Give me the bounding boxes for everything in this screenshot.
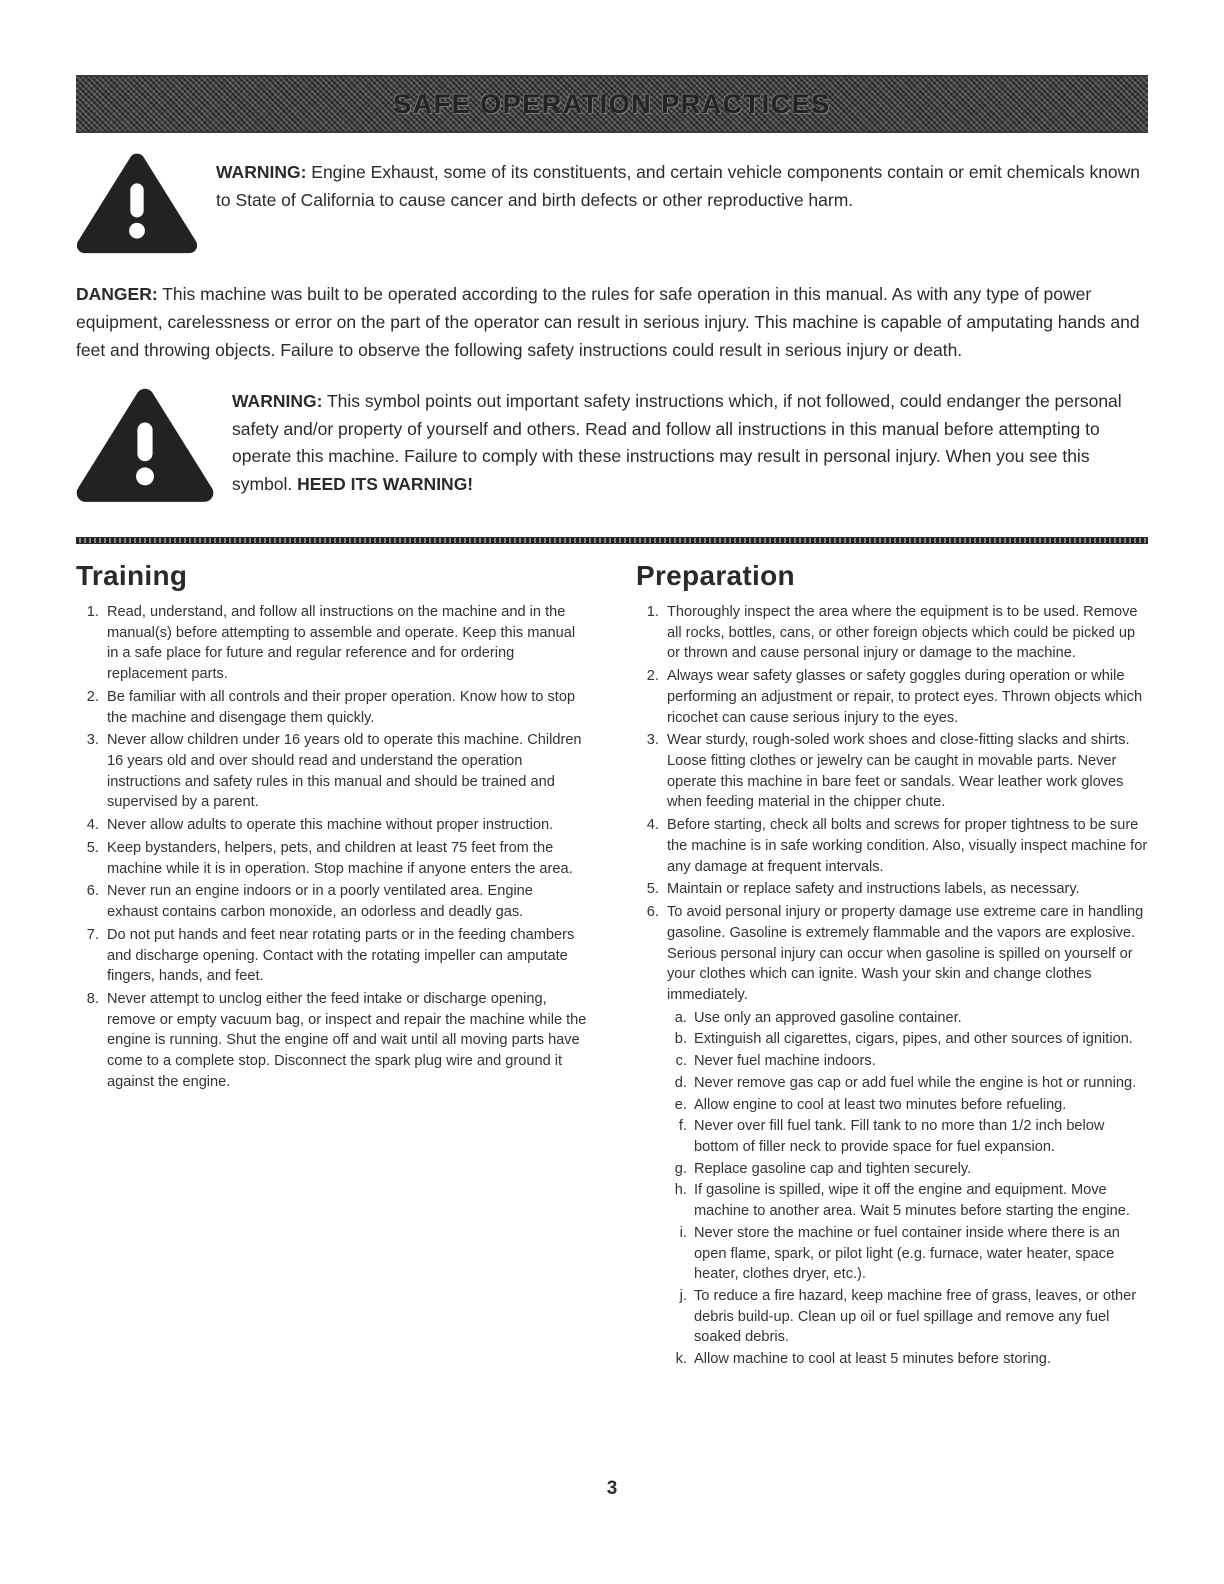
content-columns xyxy=(76,560,1148,1372)
warning-symbol-block xyxy=(76,386,1148,511)
warning-triangle-icon xyxy=(76,386,214,511)
sublist-item-text: Replace gasoline cap and tighten securely. xyxy=(694,1160,972,1177)
list-item xyxy=(103,687,588,728)
list-item xyxy=(103,602,588,685)
heed-warning-emphasis: HEED ITS WARNING! xyxy=(297,473,474,494)
list-item-text: Wear sturdy, rough-soled work shoes and close-fitting slacks and shirts. Loose fitting clothes or jewelry can be caught in movable parts. Never operate this machine in bare feet or sandals. Wear leather work gloves when feeding material in the chipper chute. xyxy=(667,732,1130,811)
sublist-item xyxy=(691,1286,1148,1348)
list-item-text: Thoroughly inspect the area where the equipment is to be used. Remove all rocks, bottles, cans, or other foreign objects which could be picked up or thrown and cause personal injury or damage to the machine. xyxy=(667,604,1138,662)
list-item-text: Read, understand, and follow all instructions on the machine and in the manual(s) before attempting to assemble and operate. Keep this manual in a safe place for future and regular reference and for ordering replacement parts. xyxy=(107,604,576,683)
list-item xyxy=(103,989,588,1093)
list-item-text: To avoid personal injury or property damage use extreme care in handling gasoline. Gasoline is extremely flammable and the vapors are explosive. Serious personal injury can occur when gasoline is spilled on yourself or your clothes which can ignite. Wash your skin and change clothes immediately. xyxy=(667,904,1144,1003)
list-item-text: Always wear safety glasses or safety goggles during operation or while performing an adjustment or repair, to protect eyes. Thrown objects which ricochet can cause serious injury to the eyes. xyxy=(667,668,1143,726)
list-item-text: Keep bystanders, helpers, pets, and children at least 75 feet from the machine while it is in operation. Stop machine if anyone enters the area. xyxy=(107,839,573,877)
warning-body: This symbol points out important safety instructions which, if not followed, could endanger the personal safety and/or property of yourself and others. Read and follow all instructions in this manual before attempting to operate this machine. Failure to comply with these instructions may result in personal injury. When you see this symbol. xyxy=(232,391,1122,494)
sublist-item xyxy=(691,1180,1148,1221)
preparation-title: Preparation xyxy=(636,560,795,591)
warning-exhaust-text xyxy=(216,153,1148,214)
warning-exhaust-block xyxy=(76,153,1148,260)
list-item xyxy=(663,902,1148,1370)
page-number: 3 xyxy=(606,1478,618,1499)
list-item-text: Never attempt to unclog either the feed intake or discharge opening, remove or empty vacuum bag, or inspect and repair the machine while the engine is running. Shut the engine off and wait until all moving parts have come to a complete stop. Disconnect the spark plug wire and ground it against the engine. xyxy=(107,990,587,1090)
list-item-text: Never allow children under 16 years old to operate this machine. Children 16 years old and over should read and understand the operation instructions and safety rules in this manual and should be trained and supervised by a parent. xyxy=(107,732,582,811)
sublist-item-text: Never fuel machine indoors. xyxy=(694,1053,876,1070)
section-divider xyxy=(76,537,1148,544)
danger-body: This machine was built to be operated according to the rules for safe operation in this manual. As with any type of power equipment, carelessness or error on the part of the operator can result in serious injury. This machine is capable of amputating hands and feet and throwing objects. Failure to observe the following safety instructions could result in serious injury or death. xyxy=(76,284,1140,360)
warning-symbol-text xyxy=(232,386,1148,499)
banner-title: SAFE OPERATION PRACTICES xyxy=(393,88,831,119)
preparation-section xyxy=(636,560,1148,1372)
list-item xyxy=(103,838,588,879)
sublist-item xyxy=(691,1349,1148,1370)
list-item xyxy=(103,881,588,922)
sublist-item xyxy=(691,1051,1148,1072)
list-item xyxy=(103,730,588,813)
list-item xyxy=(663,879,1148,900)
sublist-item-text: To reduce a fire hazard, keep machine free of grass, leaves, or other debris build-up. Clean up oil or fuel spillage and remove any fuel soaked debris. xyxy=(694,1288,1137,1346)
list-item-text: Maintain or replace safety and instructions labels, as necessary. xyxy=(667,881,1080,898)
sublist-item xyxy=(691,1159,1148,1180)
list-item-text: Before starting, check all bolts and screws for proper tightness to be sure the machine is in safe working condition. Also, visually inspect machine for any damage at frequent intervals. xyxy=(667,817,1148,875)
list-item xyxy=(663,730,1148,813)
sublist-item xyxy=(691,1008,1148,1029)
sublist-item-text: Never over fill fuel tank. Fill tank to no more than 1/2 inch below bottom of filler neck to provide space for fuel expansion. xyxy=(694,1118,1105,1155)
sublist-item-text: Allow engine to cool at least two minutes before refueling. xyxy=(694,1096,1067,1113)
sublist-item-text: Never store the machine or fuel container inside where there is an open flame, spark, or pilot light (e.g. furnace, water heater, space heater, clothes dryer, etc.). xyxy=(694,1224,1120,1283)
training-title: Training xyxy=(76,560,188,591)
list-item xyxy=(663,602,1148,664)
sublist-item xyxy=(691,1116,1148,1157)
warning-label: WARNING: xyxy=(232,391,323,411)
list-item-text: Never allow adults to operate this machine without proper instruction. xyxy=(107,817,554,834)
list-item-text: Do not put hands and feet near rotating parts or in the feeding chambers and discharge opening. Contact with the rotating impeller can amputate fingers, hands, and feet. xyxy=(107,926,575,985)
sublist-item-text: Allow machine to cool at least 5 minutes before storing. xyxy=(694,1351,1051,1368)
sublist-item xyxy=(691,1029,1148,1050)
sublist-item xyxy=(691,1095,1148,1116)
danger-paragraph xyxy=(76,280,1148,364)
list-item-text: Be familiar with all controls and their proper operation. Know how to stop the machine and disengage them quickly. xyxy=(107,688,576,726)
sublist-item-text: If gasoline is spilled, wipe it off the engine and equipment. Move machine to another area. Wait 5 minutes before starting the engine. xyxy=(694,1182,1130,1220)
section-banner xyxy=(76,75,1148,133)
warning-body: Engine Exhaust, some of its constituents, and certain vehicle components contain or emit chemicals known to State of California to cause cancer and birth defects or other reproductive harm. xyxy=(216,162,1141,210)
training-list xyxy=(76,602,588,1093)
list-item-text: Never run an engine indoors or in a poorly ventilated area. Engine exhaust contains carbon monoxide, an odorless and deadly gas. xyxy=(107,883,533,921)
danger-label: DANGER: xyxy=(76,284,158,304)
sublist-item-text: Use only an approved gasoline container. xyxy=(694,1009,962,1026)
warning-label: WARNING: xyxy=(216,162,307,182)
list-item xyxy=(103,815,588,836)
sublist-item xyxy=(691,1073,1148,1094)
warning-triangle-icon xyxy=(76,153,198,260)
sublist-item-text: Never remove gas cap or add fuel while the engine is hot or running. xyxy=(694,1074,1137,1091)
training-section xyxy=(76,560,588,1372)
list-item xyxy=(663,815,1148,877)
fuel-sublist xyxy=(667,1008,1148,1370)
sublist-item-text: Extinguish all cigarettes, cigars, pipes, and other sources of ignition. xyxy=(694,1031,1133,1048)
list-item xyxy=(663,666,1148,728)
sublist-item xyxy=(691,1223,1148,1285)
list-item xyxy=(103,925,588,987)
preparation-list xyxy=(636,602,1148,1370)
